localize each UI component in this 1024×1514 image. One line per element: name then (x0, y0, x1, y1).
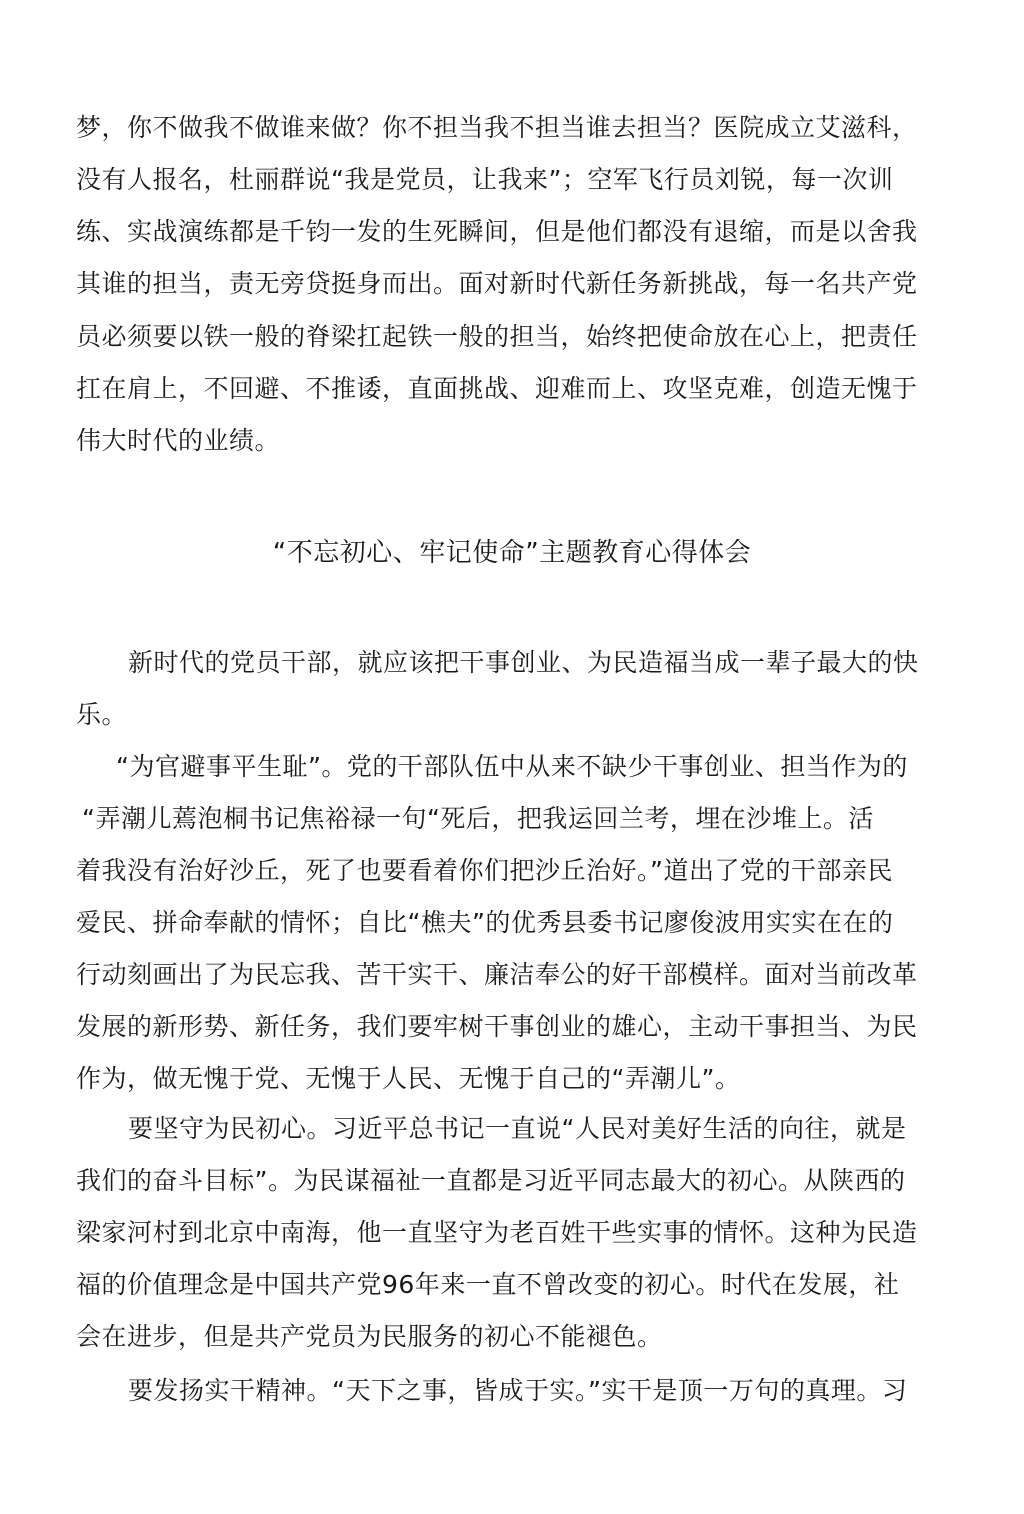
paragraph-line: 福的价值理念是中国共产党96年来一直不曾改变的初心。时代在发展，社 (76, 1270, 900, 1299)
paragraph-line: 扛在肩上，不回避、不推诿，直面挑战、迎难而上、攻坚克难，创造无愧于 (76, 374, 918, 403)
paragraph-line: “为官避事平生耻”。党的干部队伍中从来不缺少干事创业、担当作为的 (116, 752, 908, 781)
paragraph-line: 练、实战演练都是千钧一发的生死瞬间，但是他们都没有退缩，而是以舍我 (76, 217, 918, 246)
paragraph-line: 新时代的党员干部，就应该把干事创业、为民造福当成一辈子最大的快 (128, 648, 919, 677)
paragraph-line: 梁家河村到北京中南海，他一直坚守为老百姓干些实事的情怀。这种为民造 (76, 1218, 918, 1247)
paragraph-line: 要发扬实干精神。“天下之事，皆成于实。”实干是顶一万句的真理。习 (128, 1376, 908, 1405)
paragraph-line: 会在进步，但是共产党员为民服务的初心不能褪色。 (76, 1322, 663, 1351)
paragraph-line: 行动刻画出了为民忘我、苦干实干、廉洁奉公的好干部模样。面对当前改革 (76, 960, 918, 989)
paragraph-line: 我们的奋斗目标”。为民谋福祉一直都是习近平同志最大的初心。从陕西的 (76, 1166, 906, 1195)
paragraph-line: 作为，做无愧于党、无愧于人民、无愧于自己的“弄潮儿”。 (76, 1064, 741, 1093)
paragraph-line: 梦，你不做我不做谁来做？你不担当我不担当谁去担当？医院成立艾滋科， (76, 113, 918, 142)
paragraph-line: 发展的新形势、新任务，我们要牢树干事创业的雄心，主动干事担当、为民 (76, 1012, 918, 1041)
paragraph-line: 其谁的担当，责无旁贷挺身而出。面对新时代新任务新挑战，每一名共产党 (76, 269, 918, 298)
paragraph-line: 员必须要以铁一般的脊梁扛起铁一般的担当，始终把使命放在心上，把责任 (76, 322, 918, 351)
paragraph-line: 伟大时代的业绩。 (76, 426, 281, 455)
paragraph-line: 没有人报名，杜丽群说“我是党员，让我来”；空军飞行员刘锐，每一次训 (76, 165, 894, 194)
document-title: “不忘初心、牢记使命”主题教育心得体会 (272, 538, 752, 568)
paragraph-line: 要坚守为民初心。习近平总书记一直说“人民对美好生活的向往，就是 (128, 1114, 907, 1143)
paragraph-line: “弄潮儿蔫泡桐书记焦裕禄一句“死后，把我运回兰考，埋在沙堆上。活 (82, 804, 874, 833)
paragraph-line: 爱民、拼命奉献的情怀；自比“樵夫”的优秀县委书记廖俊波用实实在在的 (76, 908, 894, 937)
paragraph-line: 乐。 (76, 700, 128, 729)
paragraph-line: 着我没有治好沙丘，死了也要看着你们把沙丘治好。”道出了党的干部亲民 (76, 856, 893, 885)
